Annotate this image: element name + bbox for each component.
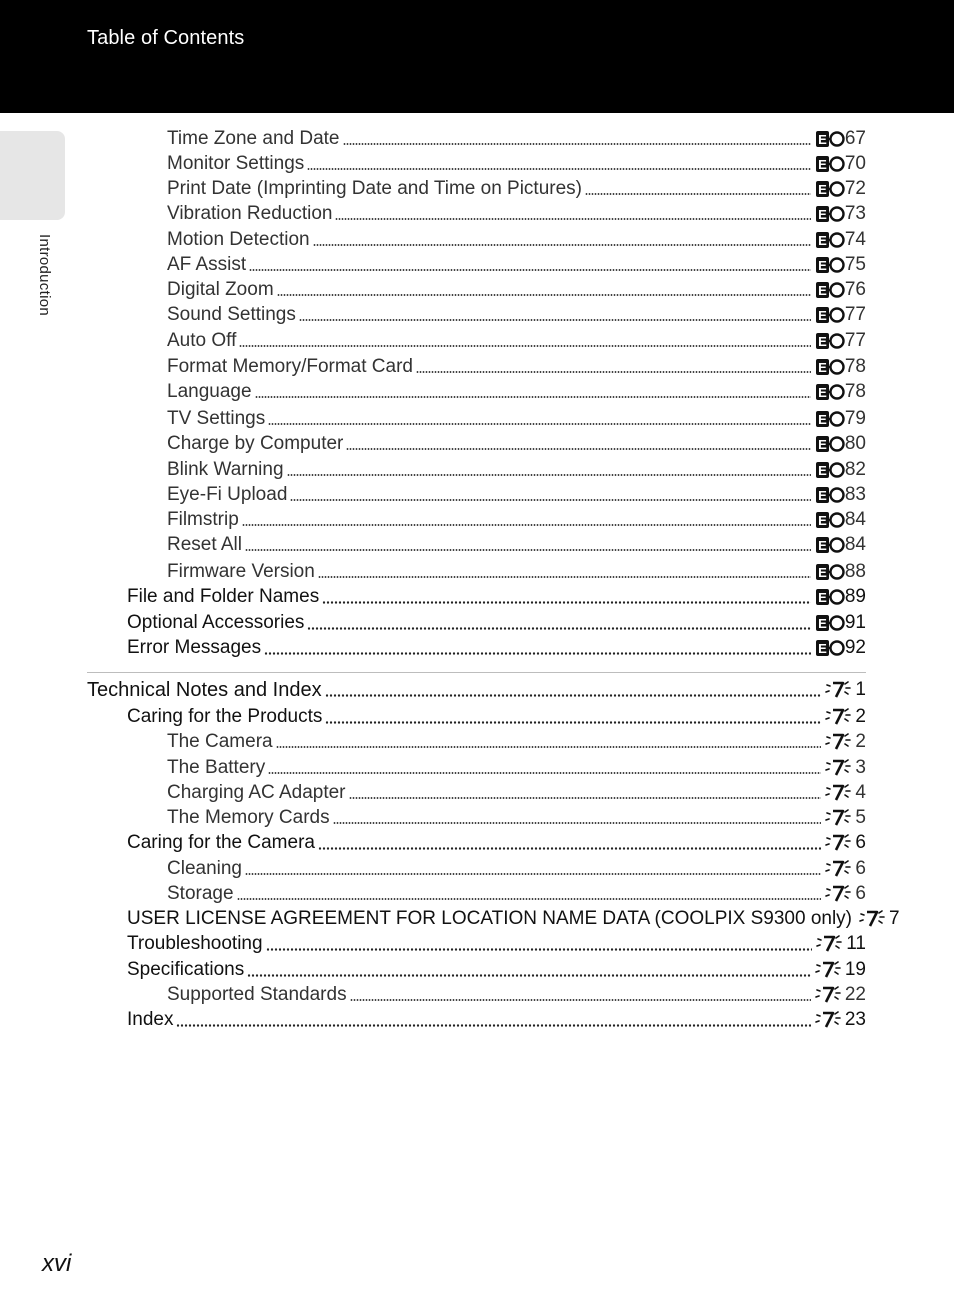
toc-entry-page [815, 152, 866, 176]
page-number-value: 6 [855, 858, 866, 879]
svg-text:E: E [818, 182, 827, 197]
toc-entry-label: Format Memory/Format Card [167, 356, 413, 377]
technical-notes-icon [825, 758, 855, 778]
page-number-value: 3 [855, 757, 866, 778]
dot-leader [325, 694, 822, 697]
toc-entry[interactable] [167, 253, 866, 277]
svg-text:E: E [818, 437, 827, 452]
page-number-value: 75 [844, 254, 866, 275]
page-number-value: 84 [844, 509, 866, 530]
reference-section-icon [815, 535, 845, 555]
dot-leader [290, 499, 810, 501]
svg-text:E: E [818, 616, 827, 631]
toc-entry-label: Reset All [167, 534, 242, 555]
reference-section-icon [815, 154, 845, 174]
toc-entry-label: Language [167, 381, 252, 402]
reference-section-icon [815, 129, 845, 149]
toc-entry[interactable] [167, 483, 866, 507]
reference-section-icon [815, 460, 845, 480]
technical-notes-icon [815, 985, 845, 1005]
toc-entry-label: TV Settings [167, 408, 266, 429]
page-number-value: 83 [844, 484, 866, 505]
toc-entry-page [815, 560, 866, 584]
toc-entry[interactable] [167, 329, 866, 353]
toc-entry[interactable] [127, 705, 866, 729]
technical-notes-icon [825, 859, 855, 879]
reference-section-icon [815, 305, 845, 325]
toc-entry-label: The Memory Cards [167, 807, 330, 828]
toc-entry[interactable] [167, 806, 866, 830]
toc-entry-label: Technical Notes and Index [87, 679, 322, 701]
page-number-value: 79 [844, 408, 866, 429]
technical-notes-icon [815, 1010, 845, 1030]
page-number-value: 72 [844, 178, 866, 199]
dot-leader [276, 746, 822, 748]
svg-text:E: E [818, 360, 827, 375]
dot-leader [237, 898, 822, 900]
toc-entry-label: Time Zone and Date [167, 128, 340, 149]
page-number: xvi [42, 1250, 72, 1277]
toc-entry[interactable] [87, 678, 866, 702]
toc-entry-page [825, 756, 866, 780]
toc-entry-page [815, 983, 866, 1007]
toc-entry[interactable] [167, 355, 866, 379]
page-number-value: 11 [846, 933, 866, 954]
dot-leader [287, 474, 811, 476]
dot-leader [318, 576, 811, 578]
toc-entry[interactable] [167, 380, 866, 404]
dot-leader [268, 423, 811, 425]
page-number-value: 84 [844, 534, 866, 555]
toc-entry-page [859, 907, 900, 931]
dot-leader [335, 218, 810, 220]
svg-text:E: E [818, 590, 827, 605]
toc-entry[interactable] [127, 1008, 866, 1032]
toc-entry[interactable] [167, 508, 866, 532]
toc-entry-page [815, 533, 866, 557]
reference-section-icon [815, 638, 845, 658]
toc-entry-label: AF Assist [167, 254, 247, 275]
toc-entry-label: Optional Accessories [127, 612, 305, 633]
toc-entry-page [815, 508, 866, 532]
page-number-value: 77 [844, 304, 866, 325]
toc-entry[interactable] [167, 152, 866, 176]
reference-section-icon [815, 510, 845, 530]
technical-notes-icon [825, 833, 855, 853]
dot-leader [307, 627, 810, 630]
technical-notes-icon [825, 680, 855, 700]
toc-entry-page [815, 585, 866, 609]
toc-entry-label: Cleaning [167, 858, 242, 879]
toc-entry-page [815, 432, 866, 456]
technical-notes-icon [825, 808, 855, 828]
toc-entry-page [815, 636, 866, 660]
reference-section-icon [815, 331, 845, 351]
dot-leader [325, 721, 821, 724]
toc-entry-label: Charge by Computer [167, 433, 344, 454]
reference-section-icon [815, 255, 845, 275]
dot-leader [245, 549, 811, 551]
technical-notes-icon [815, 960, 845, 980]
header-title: Table of Contents [87, 27, 245, 49]
page-number-value: 73 [844, 203, 866, 224]
chapter-tab-label: Introduction [36, 234, 53, 316]
dot-leader [242, 524, 811, 526]
page-number-value: 6 [855, 883, 866, 904]
toc-entry[interactable] [127, 831, 866, 855]
toc-entry-label: The Camera [167, 731, 273, 752]
dot-leader [416, 371, 811, 373]
dot-leader [346, 448, 810, 450]
technical-notes-icon [825, 783, 855, 803]
toc-entry-label: Charging AC Adapter [167, 782, 346, 803]
toc-entry-page [815, 303, 866, 327]
page-number-value: 19 [844, 959, 866, 980]
toc-entry-page [825, 730, 866, 754]
toc-entry[interactable] [167, 730, 866, 754]
toc-entry[interactable] [167, 458, 866, 482]
section-divider [87, 672, 866, 673]
svg-text:E: E [818, 308, 827, 323]
toc-entry[interactable] [127, 907, 900, 931]
toc-entry-label: Filmstrip [167, 509, 239, 530]
page-number-value: 22 [844, 984, 866, 1005]
page-number-value: 7 [889, 908, 900, 929]
page-number-value: 91 [844, 612, 866, 633]
toc-entry-label: Error Messages [127, 637, 262, 658]
dot-leader [313, 244, 811, 246]
toc-entry-page [825, 781, 866, 805]
page-number-value: 23 [844, 1009, 866, 1030]
dot-leader [239, 345, 811, 347]
toc-entry-page [825, 857, 866, 881]
reference-section-icon [815, 280, 845, 300]
toc-entry-page [815, 611, 866, 635]
toc-entry-page [815, 380, 866, 404]
toc-entry-page [825, 678, 866, 702]
toc-entry-label: Caring for the Products [127, 706, 323, 727]
toc-entry[interactable] [167, 432, 866, 456]
toc-entry[interactable] [127, 636, 866, 660]
page-number-value: 78 [844, 381, 866, 402]
toc-entry-page [815, 253, 866, 277]
toc-entry-page [815, 958, 866, 982]
reference-section-icon [815, 179, 845, 199]
toc-entry-label: Supported Standards [167, 984, 347, 1005]
technical-notes-icon [825, 884, 855, 904]
toc-entry[interactable] [167, 303, 866, 327]
technical-notes-icon [825, 707, 855, 727]
toc-entry[interactable] [127, 585, 866, 609]
page-number-value: 80 [844, 433, 866, 454]
toc-entry[interactable] [167, 407, 866, 431]
page-number-value: 89 [844, 586, 866, 607]
svg-text:E: E [818, 513, 827, 528]
toc-entry-label: Index [127, 1009, 174, 1030]
toc-entry-label: Sound Settings [167, 304, 296, 325]
page-number-value: 6 [855, 832, 866, 853]
svg-text:E: E [818, 385, 827, 400]
toc-entry[interactable] [127, 611, 866, 635]
toc-entry-page [825, 882, 866, 906]
dot-leader [266, 948, 813, 951]
svg-text:E: E [818, 488, 827, 503]
svg-text:E: E [818, 207, 827, 222]
toc-entry-page [815, 407, 866, 431]
page-number-value: 5 [855, 807, 866, 828]
reference-section-icon [815, 434, 845, 454]
svg-text:E: E [818, 565, 827, 580]
toc-entry[interactable] [167, 202, 866, 226]
toc-entry[interactable] [127, 932, 866, 956]
toc-entry[interactable] [167, 177, 866, 201]
toc-entry-label: The Battery [167, 757, 266, 778]
toc-entry-page [825, 831, 866, 855]
reference-section-icon [815, 562, 845, 582]
toc-entry-page [816, 932, 866, 956]
toc-entry-label: Troubleshooting [127, 933, 263, 954]
dot-leader [349, 797, 822, 799]
toc-entry-label: Monitor Settings [167, 153, 305, 174]
reference-section-icon [815, 485, 845, 505]
reference-section-icon [815, 357, 845, 377]
toc-entry-page [825, 705, 866, 729]
page-number-value: 4 [855, 782, 866, 803]
svg-text:E: E [818, 283, 827, 298]
dot-leader [299, 319, 811, 321]
page-number-value: 2 [855, 706, 866, 727]
toc-entry-label: File and Folder Names [127, 586, 320, 607]
toc-entry-label: Storage [167, 883, 234, 904]
toc-entry[interactable] [167, 857, 866, 881]
dot-leader [277, 294, 811, 296]
svg-text:E: E [818, 538, 827, 553]
toc-entry-page [815, 278, 866, 302]
toc-entry[interactable] [167, 127, 866, 151]
dot-leader [322, 601, 811, 604]
toc-entry-label: USER LICENSE AGREEMENT FOR LOCATION NAME DATA (COOLPIX S9300 only) [127, 908, 852, 929]
toc-entry-label: Caring for the Camera [127, 832, 315, 853]
toc-entry-page [815, 228, 866, 252]
reference-section-icon [815, 204, 845, 224]
page-number-value: 70 [844, 153, 866, 174]
toc-entry[interactable] [127, 958, 866, 982]
toc-entry-page [815, 329, 866, 353]
technical-notes-icon [816, 934, 846, 954]
dot-leader [249, 269, 811, 271]
reference-section-icon [815, 587, 845, 607]
page-number-value: 1 [855, 679, 866, 700]
svg-text:E: E [818, 463, 827, 478]
reference-section-icon [815, 409, 845, 429]
toc-entry-label: Auto Off [167, 330, 237, 351]
toc-entry[interactable] [167, 882, 866, 906]
page-number-value: 77 [844, 330, 866, 351]
page-number-value: 82 [844, 459, 866, 480]
dot-leader [268, 772, 821, 774]
svg-text:E: E [818, 157, 827, 172]
toc-entry-label: Print Date (Imprinting Date and Time on Pictures) [167, 178, 583, 199]
dot-leader [333, 822, 822, 824]
toc-entry-page [815, 458, 866, 482]
dot-leader [176, 1024, 810, 1027]
toc-entry-label: Firmware Version [167, 561, 315, 582]
svg-text:E: E [818, 132, 827, 147]
toc-entry[interactable] [167, 278, 866, 302]
dot-leader [255, 396, 811, 398]
reference-section-icon [815, 613, 845, 633]
dot-leader [318, 847, 821, 850]
toc-entry-page [815, 355, 866, 379]
page-number-value: 76 [844, 279, 866, 300]
toc-entry[interactable] [167, 756, 866, 780]
toc-entry-label: Digital Zoom [167, 279, 274, 300]
toc-entry-page [815, 483, 866, 507]
dot-leader [245, 873, 821, 875]
toc-entry[interactable] [167, 228, 866, 252]
dot-leader [350, 999, 811, 1001]
svg-text:E: E [818, 641, 827, 656]
toc-entry[interactable] [167, 781, 866, 805]
toc-entry-label: Blink Warning [167, 459, 284, 480]
technical-notes-icon [859, 909, 889, 929]
reference-section-icon [815, 230, 845, 250]
page-number-value: 88 [844, 561, 866, 582]
svg-text:E: E [818, 233, 827, 248]
toc-entry[interactable] [167, 560, 866, 584]
toc-entry-label: Specifications [127, 959, 245, 980]
toc-entry-label: Eye-Fi Upload [167, 484, 288, 505]
dot-leader [307, 168, 811, 170]
svg-text:E: E [818, 334, 827, 349]
toc-entry-page [815, 127, 866, 151]
page-number-value: 2 [855, 731, 866, 752]
page-number-value: 78 [844, 356, 866, 377]
dot-leader [264, 652, 811, 655]
dot-leader [343, 143, 811, 145]
page-header [0, 0, 954, 113]
toc-entry[interactable] [167, 533, 866, 557]
toc-entry-page [815, 202, 866, 226]
svg-text:E: E [818, 412, 827, 427]
reference-section-icon [815, 382, 845, 402]
toc-entry-label: Vibration Reduction [167, 203, 333, 224]
page-number-value: 92 [844, 637, 866, 658]
toc-entry-label: Motion Detection [167, 229, 310, 250]
dot-leader [247, 974, 811, 977]
toc-entry[interactable] [167, 983, 866, 1007]
toc-entry-page [815, 177, 866, 201]
page-number-value: 74 [844, 229, 866, 250]
page-number-value: 67 [844, 128, 866, 149]
toc-entry-page [825, 806, 866, 830]
toc-entry-page [815, 1008, 866, 1032]
dot-leader [585, 193, 811, 195]
technical-notes-icon [825, 732, 855, 752]
svg-text:E: E [818, 258, 827, 273]
chapter-tab[interactable] [0, 131, 65, 220]
